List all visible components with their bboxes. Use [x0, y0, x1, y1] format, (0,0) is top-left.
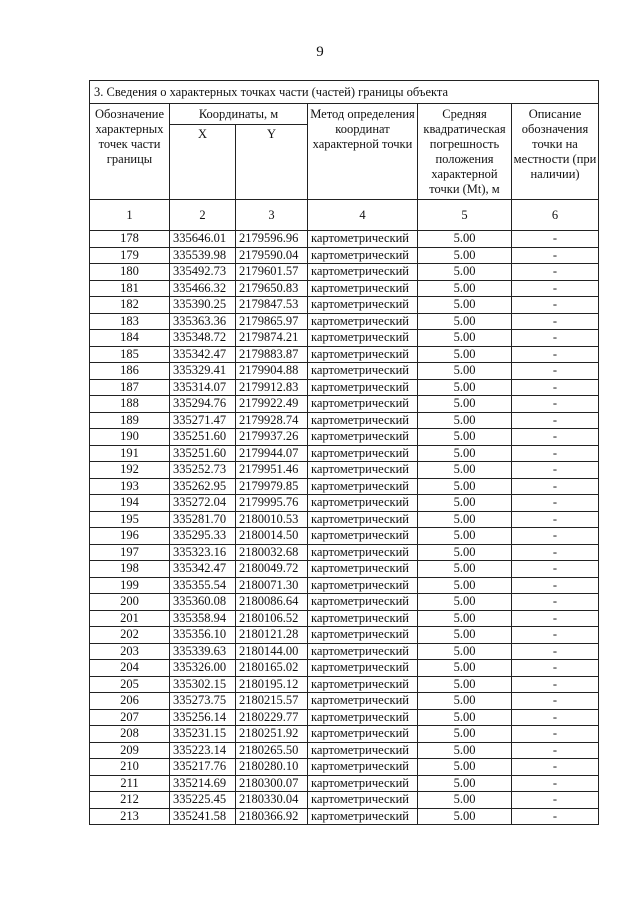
description-cell: - [512, 709, 599, 726]
x-coordinate-cell: 335241.58 [170, 808, 236, 825]
point-id-cell: 187 [90, 379, 170, 396]
point-id-cell: 208 [90, 726, 170, 743]
description-cell: - [512, 544, 599, 561]
y-coordinate-cell: 2179944.07 [236, 445, 308, 462]
table-row [90, 297, 599, 314]
table-row [90, 693, 599, 710]
description-cell: - [512, 379, 599, 396]
description-cell: - [512, 808, 599, 825]
table-row [90, 759, 599, 776]
description-cell: - [512, 627, 599, 644]
method-cell: картометрический [308, 396, 418, 413]
column-number: 5 [418, 200, 512, 231]
x-coordinate-cell: 335281.70 [170, 511, 236, 528]
method-cell: картометрический [308, 363, 418, 380]
x-coordinate-cell: 335251.60 [170, 429, 236, 446]
method-cell: картометрический [308, 346, 418, 363]
method-cell: картометрический [308, 643, 418, 660]
y-coordinate-cell: 2180229.77 [236, 709, 308, 726]
y-coordinate-cell: 2179951.46 [236, 462, 308, 479]
x-coordinate-cell: 335223.14 [170, 742, 236, 759]
error-cell: 5.00 [418, 759, 512, 776]
x-coordinate-cell: 335492.73 [170, 264, 236, 281]
y-coordinate-cell: 2179912.83 [236, 379, 308, 396]
description-cell: - [512, 495, 599, 512]
error-cell: 5.00 [418, 709, 512, 726]
table-row [90, 379, 599, 396]
error-cell: 5.00 [418, 379, 512, 396]
x-coordinate-cell: 335329.41 [170, 363, 236, 380]
description-cell: - [512, 561, 599, 578]
point-id-cell: 202 [90, 627, 170, 644]
y-coordinate-cell: 2180165.02 [236, 660, 308, 677]
header-error: Средняя квадратическая погрешность положения характерной точки (Mt), м [418, 104, 512, 200]
point-id-cell: 213 [90, 808, 170, 825]
method-cell: картометрический [308, 693, 418, 710]
description-cell: - [512, 594, 599, 611]
table-row [90, 396, 599, 413]
point-id-cell: 211 [90, 775, 170, 792]
point-id-cell: 193 [90, 478, 170, 495]
description-cell: - [512, 742, 599, 759]
method-cell: картометрический [308, 610, 418, 627]
x-coordinate-cell: 335295.33 [170, 528, 236, 545]
error-cell: 5.00 [418, 495, 512, 512]
method-cell: картометрический [308, 808, 418, 825]
error-cell: 5.00 [418, 577, 512, 594]
error-cell: 5.00 [418, 478, 512, 495]
description-cell: - [512, 462, 599, 479]
x-coordinate-cell: 335262.95 [170, 478, 236, 495]
error-cell: 5.00 [418, 792, 512, 809]
error-cell: 5.00 [418, 775, 512, 792]
point-id-cell: 203 [90, 643, 170, 660]
table-row [90, 676, 599, 693]
description-cell: - [512, 643, 599, 660]
column-number: 6 [512, 200, 599, 231]
y-coordinate-cell: 2179590.04 [236, 247, 308, 264]
x-coordinate-cell: 335314.07 [170, 379, 236, 396]
error-cell: 5.00 [418, 346, 512, 363]
y-coordinate-cell: 2179601.57 [236, 264, 308, 281]
section-title: 3. Сведения о характерных точках части (частей) границы объекта [90, 81, 599, 104]
y-coordinate-cell: 2179883.87 [236, 346, 308, 363]
point-id-cell: 209 [90, 742, 170, 759]
description-cell: - [512, 676, 599, 693]
error-cell: 5.00 [418, 693, 512, 710]
table-row [90, 511, 599, 528]
table-row [90, 231, 599, 248]
boundary-points-table [89, 80, 599, 825]
method-cell: картометрический [308, 709, 418, 726]
table-row [90, 429, 599, 446]
method-cell: картометрический [308, 726, 418, 743]
y-coordinate-cell: 2180280.10 [236, 759, 308, 776]
point-id-cell: 191 [90, 445, 170, 462]
table-row [90, 660, 599, 677]
error-cell: 5.00 [418, 676, 512, 693]
y-coordinate-cell: 2179922.49 [236, 396, 308, 413]
table-row [90, 709, 599, 726]
point-id-cell: 197 [90, 544, 170, 561]
point-id-cell: 206 [90, 693, 170, 710]
description-cell: - [512, 280, 599, 297]
description-cell: - [512, 363, 599, 380]
description-cell: - [512, 528, 599, 545]
point-id-cell: 212 [90, 792, 170, 809]
x-coordinate-cell: 335363.36 [170, 313, 236, 330]
method-cell: картометрический [308, 429, 418, 446]
method-cell: картометрический [308, 775, 418, 792]
point-id-cell: 194 [90, 495, 170, 512]
error-cell: 5.00 [418, 742, 512, 759]
method-cell: картометрический [308, 759, 418, 776]
y-coordinate-cell: 2180032.68 [236, 544, 308, 561]
point-id-cell: 195 [90, 511, 170, 528]
y-coordinate-cell: 2179650.83 [236, 280, 308, 297]
x-coordinate-cell: 335251.60 [170, 445, 236, 462]
x-coordinate-cell: 335272.04 [170, 495, 236, 512]
y-coordinate-cell: 2180265.50 [236, 742, 308, 759]
header-y: Y [236, 125, 308, 200]
error-cell: 5.00 [418, 313, 512, 330]
x-coordinate-cell: 335466.32 [170, 280, 236, 297]
x-coordinate-cell: 335271.47 [170, 412, 236, 429]
x-coordinate-cell: 335646.01 [170, 231, 236, 248]
method-cell: картометрический [308, 280, 418, 297]
y-coordinate-cell: 2180300.07 [236, 775, 308, 792]
method-cell: картометрический [308, 379, 418, 396]
table-row [90, 313, 599, 330]
table-row [90, 528, 599, 545]
x-coordinate-cell: 335217.76 [170, 759, 236, 776]
table-row [90, 280, 599, 297]
y-coordinate-cell: 2180195.12 [236, 676, 308, 693]
method-cell: картометрический [308, 313, 418, 330]
error-cell: 5.00 [418, 610, 512, 627]
description-cell: - [512, 792, 599, 809]
column-number: 3 [236, 200, 308, 231]
x-coordinate-cell: 335358.94 [170, 610, 236, 627]
table-row [90, 445, 599, 462]
point-id-cell: 204 [90, 660, 170, 677]
table-row [90, 726, 599, 743]
method-cell: картометрический [308, 676, 418, 693]
method-cell: картометрический [308, 627, 418, 644]
point-id-cell: 182 [90, 297, 170, 314]
x-coordinate-cell: 335342.47 [170, 346, 236, 363]
method-cell: картометрический [308, 445, 418, 462]
y-coordinate-cell: 2179865.97 [236, 313, 308, 330]
y-coordinate-cell: 2180010.53 [236, 511, 308, 528]
x-coordinate-cell: 335339.63 [170, 643, 236, 660]
error-cell: 5.00 [418, 627, 512, 644]
y-coordinate-cell: 2180121.28 [236, 627, 308, 644]
table-row [90, 808, 599, 825]
table-row [90, 247, 599, 264]
y-coordinate-cell: 2180144.00 [236, 643, 308, 660]
error-cell: 5.00 [418, 594, 512, 611]
point-id-cell: 201 [90, 610, 170, 627]
point-id-cell: 186 [90, 363, 170, 380]
method-cell: картометрический [308, 412, 418, 429]
point-id-cell: 183 [90, 313, 170, 330]
method-cell: картометрический [308, 511, 418, 528]
error-cell: 5.00 [418, 544, 512, 561]
method-cell: картометрический [308, 231, 418, 248]
point-id-cell: 192 [90, 462, 170, 479]
y-coordinate-cell: 2180215.57 [236, 693, 308, 710]
x-coordinate-cell: 335225.45 [170, 792, 236, 809]
table-row [90, 577, 599, 594]
description-cell: - [512, 412, 599, 429]
table-row [90, 742, 599, 759]
method-cell: картометрический [308, 495, 418, 512]
point-id-cell: 188 [90, 396, 170, 413]
method-cell: картометрический [308, 297, 418, 314]
method-cell: картометрический [308, 544, 418, 561]
y-coordinate-cell: 2179847.53 [236, 297, 308, 314]
description-cell: - [512, 478, 599, 495]
y-coordinate-cell: 2179995.76 [236, 495, 308, 512]
method-cell: картометрический [308, 462, 418, 479]
table-row [90, 346, 599, 363]
method-cell: картометрический [308, 594, 418, 611]
error-cell: 5.00 [418, 363, 512, 380]
method-cell: картометрический [308, 561, 418, 578]
table-row [90, 330, 599, 347]
column-number: 4 [308, 200, 418, 231]
method-cell: картометрический [308, 577, 418, 594]
x-coordinate-cell: 335342.47 [170, 561, 236, 578]
x-coordinate-cell: 335356.10 [170, 627, 236, 644]
y-coordinate-cell: 2180366.92 [236, 808, 308, 825]
point-id-cell: 190 [90, 429, 170, 446]
method-cell: картометрический [308, 478, 418, 495]
y-coordinate-cell: 2180049.72 [236, 561, 308, 578]
description-cell: - [512, 346, 599, 363]
description-cell: - [512, 759, 599, 776]
error-cell: 5.00 [418, 462, 512, 479]
table-row [90, 561, 599, 578]
y-coordinate-cell: 2180330.04 [236, 792, 308, 809]
method-cell: картометрический [308, 264, 418, 281]
x-coordinate-cell: 335231.15 [170, 726, 236, 743]
error-cell: 5.00 [418, 264, 512, 281]
point-id-cell: 179 [90, 247, 170, 264]
x-coordinate-cell: 335294.76 [170, 396, 236, 413]
x-coordinate-cell: 335355.54 [170, 577, 236, 594]
table-row [90, 792, 599, 809]
point-id-cell: 184 [90, 330, 170, 347]
table-row [90, 412, 599, 429]
description-cell: - [512, 511, 599, 528]
x-coordinate-cell: 335348.72 [170, 330, 236, 347]
error-cell: 5.00 [418, 231, 512, 248]
x-coordinate-cell: 335302.15 [170, 676, 236, 693]
y-coordinate-cell: 2179904.88 [236, 363, 308, 380]
y-coordinate-cell: 2179979.85 [236, 478, 308, 495]
column-number: 2 [170, 200, 236, 231]
y-coordinate-cell: 2179937.26 [236, 429, 308, 446]
point-id-cell: 178 [90, 231, 170, 248]
point-id-cell: 199 [90, 577, 170, 594]
table-row [90, 643, 599, 660]
error-cell: 5.00 [418, 330, 512, 347]
y-coordinate-cell: 2180014.50 [236, 528, 308, 545]
x-coordinate-cell: 335390.25 [170, 297, 236, 314]
error-cell: 5.00 [418, 412, 512, 429]
description-cell: - [512, 445, 599, 462]
y-coordinate-cell: 2180106.52 [236, 610, 308, 627]
error-cell: 5.00 [418, 726, 512, 743]
x-coordinate-cell: 335214.69 [170, 775, 236, 792]
description-cell: - [512, 577, 599, 594]
table-row [90, 627, 599, 644]
error-cell: 5.00 [418, 445, 512, 462]
error-cell: 5.00 [418, 528, 512, 545]
point-id-cell: 200 [90, 594, 170, 611]
table-row [90, 462, 599, 479]
point-id-cell: 210 [90, 759, 170, 776]
description-cell: - [512, 660, 599, 677]
table-row [90, 775, 599, 792]
description-cell: - [512, 330, 599, 347]
description-cell: - [512, 297, 599, 314]
error-cell: 5.00 [418, 297, 512, 314]
header-description: Описание обозначения точки на местности (при наличии) [512, 104, 599, 200]
error-cell: 5.00 [418, 429, 512, 446]
column-numbers-row [90, 200, 599, 231]
x-coordinate-cell: 335323.16 [170, 544, 236, 561]
description-cell: - [512, 429, 599, 446]
method-cell: картометрический [308, 792, 418, 809]
y-coordinate-cell: 2179928.74 [236, 412, 308, 429]
method-cell: картометрический [308, 247, 418, 264]
point-id-cell: 196 [90, 528, 170, 545]
description-cell: - [512, 231, 599, 248]
header-point: Обозначение характерных точек части границы [90, 104, 170, 200]
column-number: 1 [90, 200, 170, 231]
description-cell: - [512, 313, 599, 330]
error-cell: 5.00 [418, 660, 512, 677]
error-cell: 5.00 [418, 561, 512, 578]
point-id-cell: 180 [90, 264, 170, 281]
error-cell: 5.00 [418, 511, 512, 528]
error-cell: 5.00 [418, 396, 512, 413]
x-coordinate-cell: 335360.08 [170, 594, 236, 611]
table-row [90, 495, 599, 512]
page-number: 9 [316, 44, 324, 60]
header-method: Метод определения координат характерной точки [308, 104, 418, 200]
point-id-cell: 185 [90, 346, 170, 363]
y-coordinate-cell: 2180251.92 [236, 726, 308, 743]
method-cell: картометрический [308, 330, 418, 347]
table-row [90, 363, 599, 380]
x-coordinate-cell: 335326.00 [170, 660, 236, 677]
description-cell: - [512, 396, 599, 413]
table-body [90, 231, 599, 825]
point-id-cell: 181 [90, 280, 170, 297]
table-row [90, 594, 599, 611]
error-cell: 5.00 [418, 247, 512, 264]
y-coordinate-cell: 2179596.96 [236, 231, 308, 248]
table-row [90, 610, 599, 627]
description-cell: - [512, 264, 599, 281]
table-row [90, 544, 599, 561]
y-coordinate-cell: 2180071.30 [236, 577, 308, 594]
x-coordinate-cell: 335539.98 [170, 247, 236, 264]
table-row [90, 478, 599, 495]
header-x: X [170, 125, 236, 200]
x-coordinate-cell: 335273.75 [170, 693, 236, 710]
description-cell: - [512, 247, 599, 264]
error-cell: 5.00 [418, 280, 512, 297]
method-cell: картометрический [308, 660, 418, 677]
description-cell: - [512, 610, 599, 627]
y-coordinate-cell: 2180086.64 [236, 594, 308, 611]
description-cell: - [512, 775, 599, 792]
method-cell: картометрический [308, 742, 418, 759]
point-id-cell: 189 [90, 412, 170, 429]
description-cell: - [512, 726, 599, 743]
point-id-cell: 205 [90, 676, 170, 693]
x-coordinate-cell: 335252.73 [170, 462, 236, 479]
header-coordinates: Координаты, м [170, 104, 308, 125]
point-id-cell: 198 [90, 561, 170, 578]
table-row [90, 264, 599, 281]
point-id-cell: 207 [90, 709, 170, 726]
error-cell: 5.00 [418, 808, 512, 825]
y-coordinate-cell: 2179874.21 [236, 330, 308, 347]
method-cell: картометрический [308, 528, 418, 545]
error-cell: 5.00 [418, 643, 512, 660]
x-coordinate-cell: 335256.14 [170, 709, 236, 726]
description-cell: - [512, 693, 599, 710]
